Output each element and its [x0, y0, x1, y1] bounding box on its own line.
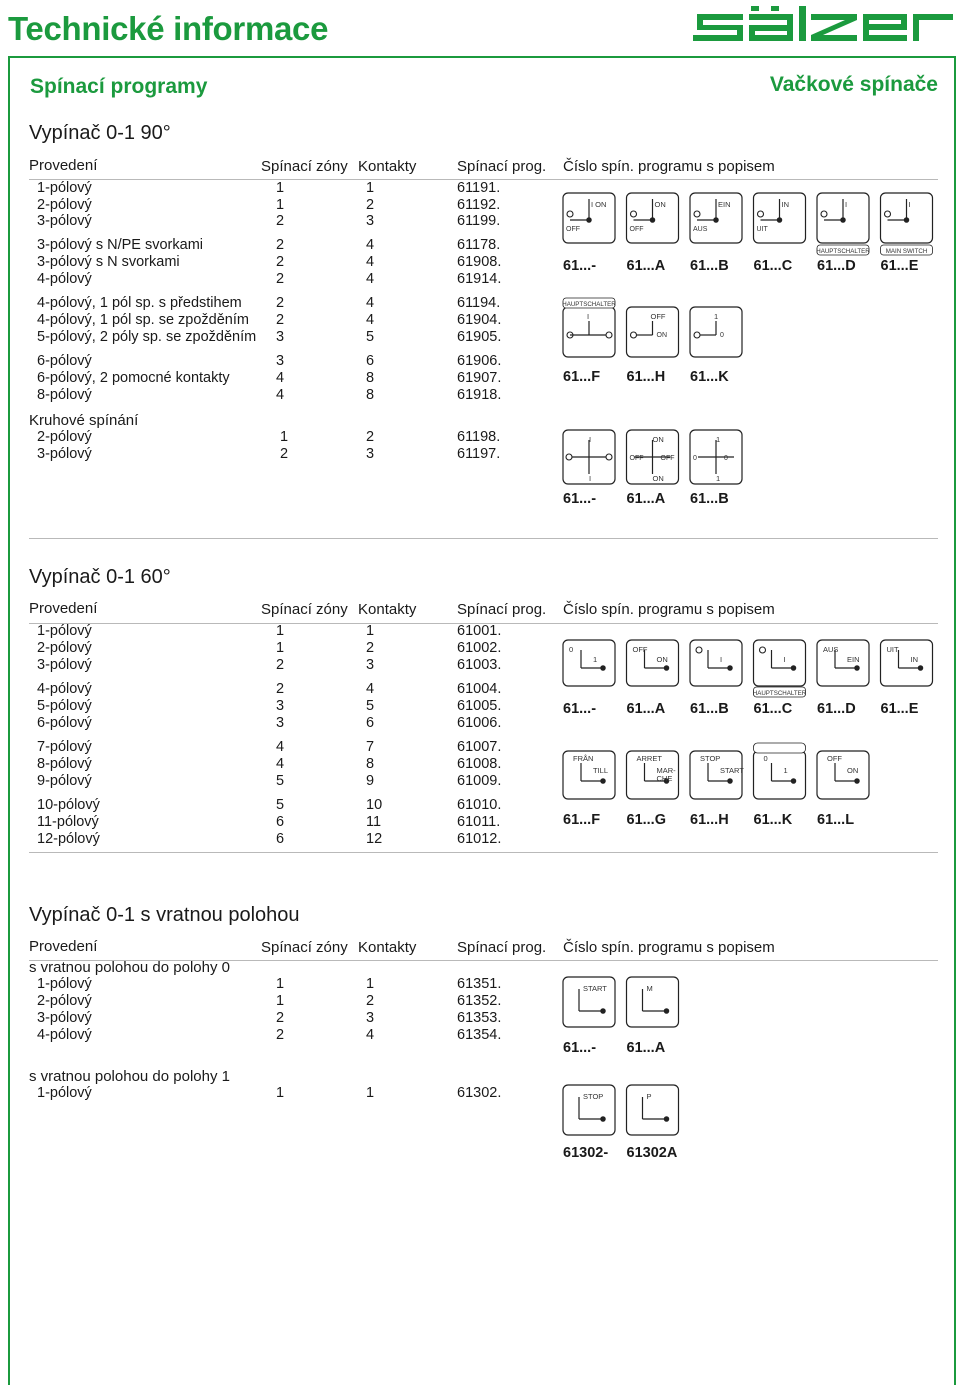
- pos-b: TILL: [593, 766, 609, 775]
- col-prog: Spínací prog.: [457, 939, 547, 956]
- row-zony: 4: [276, 756, 285, 772]
- pos-b: I: [720, 655, 723, 664]
- row-name: 2-pólový: [37, 429, 92, 445]
- pos-a: P: [646, 1092, 652, 1101]
- program-label: 61...B: [690, 491, 729, 507]
- row-prog: 61192.: [457, 197, 501, 213]
- row-kontakty: 6: [366, 715, 375, 731]
- contact-dot: [904, 218, 908, 222]
- row-zony: 1: [276, 180, 285, 196]
- row-zony: 3: [276, 698, 285, 714]
- contact-dot: [606, 332, 612, 338]
- program-label: 61...A: [626, 701, 666, 717]
- program-label: 61302-: [563, 1145, 609, 1161]
- col-cislo: Číslo spín. programu s popisem: [563, 158, 775, 175]
- pos-bottom: I: [589, 474, 592, 483]
- col-prog: Spínací prog.: [457, 158, 547, 175]
- row-kontakty: 2: [366, 993, 375, 1009]
- row-zony: 2: [276, 681, 285, 697]
- row-kontakty: 3: [366, 446, 375, 462]
- contact-dot: [696, 647, 702, 653]
- row-zony: 5: [276, 773, 285, 789]
- row-kontakty: 5: [366, 698, 375, 714]
- pos-top: IN: [781, 200, 789, 209]
- row-kontakty: 3: [366, 657, 375, 673]
- row-name: 6-pólový: [37, 353, 92, 369]
- program-label: 61...D: [817, 258, 856, 274]
- row-zony: 2: [276, 1027, 285, 1043]
- row-zony: 4: [276, 739, 285, 755]
- pos-top: ON: [654, 200, 666, 209]
- col-prog: Spínací prog.: [457, 601, 547, 618]
- group-heading-1: s vratnou polohou do polohy 1: [29, 1068, 230, 1085]
- pos-b: EIN: [847, 655, 860, 664]
- row-name: 2-pólový: [37, 197, 92, 213]
- contact-dot: [694, 211, 700, 217]
- row-name: 10-pólový: [37, 797, 100, 813]
- row-zony: 1: [276, 640, 285, 656]
- row-kontakty: 8: [366, 387, 375, 403]
- program-label: 61...E: [880, 701, 919, 717]
- pos-a: ARRET: [636, 754, 662, 763]
- row-kontakty: 6: [366, 353, 375, 369]
- pos-a: 0: [763, 754, 768, 763]
- col-cislo: Číslo spín. programu s popisem: [563, 601, 775, 618]
- row-kontakty: 7: [366, 739, 375, 755]
- row-prog: 61197.: [457, 446, 501, 462]
- group-heading-0: s vratnou polohou do polohy 0: [29, 959, 230, 976]
- row-zony: 2: [276, 657, 285, 673]
- col-cislo: Číslo spín. programu s popisem: [563, 939, 775, 956]
- program-label: 61...-: [563, 258, 597, 274]
- tag-text: HAUPTSCHALTER: [562, 301, 616, 308]
- row-zony: 3: [276, 329, 285, 345]
- program-label: 61...B: [690, 258, 729, 274]
- program-label: 61...B: [690, 701, 729, 717]
- program-label: 61...-: [563, 701, 597, 717]
- subheader-left: Spínací programy: [30, 75, 208, 98]
- row-kontakty: 1: [366, 623, 375, 639]
- kruhove-heading: Kruhové spínání: [29, 412, 139, 429]
- program-label: 61...K: [690, 369, 729, 385]
- pos-right: ON: [656, 332, 667, 339]
- row-name: 1-pólový: [37, 180, 92, 196]
- tag-text: HAUPTSCHALTER: [816, 248, 870, 255]
- contact-dot: [601, 666, 605, 670]
- pos-a: UIT: [886, 645, 899, 654]
- row-prog: 61907.: [457, 370, 502, 386]
- row-prog: 61194.: [457, 295, 501, 311]
- row-name: 12-pólový: [37, 831, 100, 847]
- pos-top: 1: [714, 312, 719, 321]
- pos-a: OFF: [632, 645, 648, 654]
- tag-box: [754, 743, 806, 753]
- row-name: 3-pólový s N/PE svorkami: [37, 237, 203, 253]
- pos-a: START: [583, 984, 607, 993]
- row-kontakty: 4: [366, 271, 375, 287]
- row-name: 7-pólový: [37, 739, 92, 755]
- program-label: 61...H: [690, 812, 729, 828]
- program-label: 61...A: [626, 491, 666, 507]
- row-name: 5-pólový: [37, 698, 92, 714]
- pos-bottom: 1: [716, 474, 721, 483]
- row-name: 4-pólový: [37, 681, 92, 697]
- contact-dot: [664, 1117, 668, 1121]
- pos-left: OFF: [629, 455, 644, 462]
- contact-dot: [758, 211, 764, 217]
- contact-dot: [601, 1117, 605, 1121]
- pos-left: AUS: [693, 226, 708, 233]
- pos-b: IN: [910, 655, 918, 664]
- row-prog: 61010.: [457, 797, 502, 813]
- row-name: 8-pólový: [37, 387, 92, 403]
- pos-top: I: [587, 312, 590, 321]
- row-prog: 61011.: [457, 814, 501, 830]
- row-prog: 61918.: [457, 387, 502, 403]
- contact-dot: [566, 454, 572, 460]
- row-name: 1-pólový: [37, 623, 92, 639]
- pos-a: STOP: [700, 754, 721, 763]
- program-label: 61...D: [817, 701, 856, 717]
- contact-dot: [885, 211, 891, 217]
- col-zony: Spínací zóny: [261, 158, 348, 175]
- row-kontakty: 8: [366, 756, 375, 772]
- pos-right: OFF: [660, 455, 675, 462]
- program-label: 61...A: [626, 1040, 666, 1056]
- row-name: 1-pólový: [37, 1085, 92, 1101]
- row-prog: 61178.: [457, 237, 501, 253]
- row-kontakty: 3: [366, 213, 375, 229]
- program-label: 61...L: [817, 812, 855, 828]
- program-label: 61...G: [626, 812, 666, 828]
- row-kontakty: 2: [366, 640, 375, 656]
- contact-dot: [791, 779, 795, 783]
- switch-box: [817, 751, 869, 799]
- row-name: 3-pólový s N svorkami: [37, 254, 180, 270]
- row-kontakty: 3: [366, 1010, 375, 1026]
- row-prog: 61003.: [457, 657, 502, 673]
- subheader-right: Vačkové spínače: [769, 73, 938, 96]
- pos-top: ON: [652, 435, 664, 444]
- row-kontakty: 4: [366, 237, 375, 253]
- contact-dot: [855, 666, 859, 670]
- row-zony: 2: [276, 237, 285, 253]
- pos-a: STOP: [583, 1092, 604, 1101]
- row-kontakty: 1: [366, 180, 375, 196]
- pos-b: 1: [783, 766, 788, 775]
- row-zony: 1: [280, 429, 289, 445]
- contact-dot: [587, 218, 591, 222]
- row-prog: 61353.: [457, 1010, 502, 1026]
- program-label: 61...F: [563, 812, 601, 828]
- program-label: 61...C: [753, 258, 793, 274]
- row-zony: 2: [276, 254, 285, 270]
- row-name: 8-pólový: [37, 756, 92, 772]
- row-name: 6-pólový, 2 pomocné kontakty: [37, 370, 230, 386]
- contact-dot: [841, 218, 845, 222]
- row-prog: 61354.: [457, 1027, 502, 1043]
- pos-left: OFF: [566, 226, 580, 233]
- pos-b: MAR-: [656, 766, 676, 775]
- program-label: 61...C: [753, 701, 793, 717]
- col-kontakty: Kontakty: [358, 158, 417, 175]
- row-prog: 61906.: [457, 353, 502, 369]
- pos-b: ON: [656, 655, 668, 664]
- pos-b: ON: [847, 766, 859, 775]
- row-zony: 2: [276, 213, 285, 229]
- pos-b: START: [720, 766, 744, 775]
- tag-text: MAIN SWITCH: [885, 248, 928, 255]
- contact-dot: [601, 1009, 605, 1013]
- pos-b: CHE: [656, 774, 673, 783]
- contact-dot: [664, 1009, 668, 1013]
- row-prog: 61904.: [457, 312, 502, 328]
- row-kontakty: 4: [366, 295, 375, 311]
- pos-left: UIT: [756, 226, 768, 233]
- pos-b: I: [783, 655, 786, 664]
- row-kontakty: 2: [366, 429, 375, 445]
- row-kontakty: 4: [366, 312, 375, 328]
- row-zony: 2: [276, 271, 285, 287]
- row-kontakty: 1: [366, 976, 375, 992]
- pos-a: FRÅN: [573, 754, 594, 763]
- row-kontakty: 12: [366, 831, 383, 847]
- row-kontakty: 4: [366, 681, 375, 697]
- row-name: 4-pólový, 1 pól sp. se zpožděním: [37, 312, 249, 328]
- row-prog: 61198.: [457, 429, 501, 445]
- row-prog: 61302.: [457, 1085, 502, 1101]
- contact-dot: [760, 647, 766, 653]
- row-zony: 2: [276, 312, 285, 328]
- row-name: 5-pólový, 2 póly sp. se zpožděním: [37, 329, 257, 345]
- row-kontakty: 1: [366, 1085, 375, 1101]
- contact-dot: [728, 779, 732, 783]
- pos-left: 0: [693, 455, 697, 462]
- contact-dot: [714, 218, 718, 222]
- contact-dot: [650, 218, 654, 222]
- row-name: 3-pólový: [37, 1010, 92, 1026]
- contact-dot: [664, 666, 668, 670]
- col-kontakty: Kontakty: [358, 601, 417, 618]
- row-zony: 4: [276, 370, 285, 386]
- contact-dot: [606, 454, 612, 460]
- row-prog: 61908.: [457, 254, 502, 270]
- row-kontakty: 5: [366, 329, 375, 345]
- col-provedeni: Provedení: [29, 157, 98, 174]
- section-title-90: Vypínač 0-1 90°: [29, 122, 171, 144]
- row-zony: 3: [276, 715, 285, 731]
- pos-top: I: [908, 200, 911, 209]
- row-zony: 2: [280, 446, 289, 462]
- row-zony: 2: [276, 295, 285, 311]
- row-kontakty: 11: [366, 814, 382, 830]
- row-prog: 61914.: [457, 271, 502, 287]
- row-prog: 61004.: [457, 681, 502, 697]
- col-zony: Spínací zóny: [261, 601, 348, 618]
- section-title-vratna: Vypínač 0-1 s vratnou polohou: [29, 904, 300, 926]
- pos-top: I: [845, 200, 848, 209]
- row-zony: 6: [276, 831, 285, 847]
- row-zony: 1: [276, 197, 285, 213]
- row-prog: 61006.: [457, 715, 502, 731]
- row-prog: 61351.: [457, 976, 502, 992]
- row-kontakty: 4: [366, 254, 375, 270]
- row-prog: 61191.: [457, 180, 501, 196]
- switch-box: [754, 751, 806, 799]
- row-prog: 61352.: [457, 993, 502, 1009]
- row-name: 3-pólový: [37, 213, 92, 229]
- program-label: 61...F: [563, 369, 601, 385]
- row-prog: 61009.: [457, 773, 502, 789]
- pos-left: OFF: [629, 226, 644, 233]
- row-name: 3-pólový: [37, 446, 92, 462]
- contact-dot: [631, 332, 637, 338]
- row-zony: 1: [276, 993, 285, 1009]
- program-label: 61...K: [753, 812, 793, 828]
- row-name: 2-pólový: [37, 993, 92, 1009]
- row-name: 2-pólový: [37, 640, 92, 656]
- contact-dot: [791, 666, 795, 670]
- row-name: 4-pólový: [37, 1027, 92, 1043]
- switch-box: [627, 1085, 679, 1135]
- row-name: 1-pólový: [37, 976, 92, 992]
- contact-dot: [601, 779, 605, 783]
- contact-dot: [631, 211, 637, 217]
- pos-a: 0: [569, 645, 574, 654]
- row-kontakty: 9: [366, 773, 375, 789]
- col-zony: Spínací zóny: [261, 939, 348, 956]
- row-prog: 61199.: [457, 213, 501, 229]
- row-prog: 61012.: [457, 831, 502, 847]
- program-label: 61302A: [626, 1145, 678, 1161]
- pos-bottom: ON: [652, 474, 664, 483]
- contact-dot: [694, 332, 700, 338]
- row-kontakty: 4: [366, 1027, 375, 1043]
- row-zony: 3: [276, 353, 285, 369]
- row-prog: 61007.: [457, 739, 502, 755]
- row-name: 4-pólový, 1 pól sp. s předstihem: [37, 295, 242, 311]
- contact-dot: [728, 666, 732, 670]
- pos-a: M: [646, 984, 653, 993]
- row-zony: 1: [276, 976, 285, 992]
- row-zony: 6: [276, 814, 285, 830]
- program-label: 61...A: [626, 258, 666, 274]
- pos-top: 1: [716, 435, 721, 444]
- row-zony: 1: [276, 623, 285, 639]
- contact-dot: [855, 779, 859, 783]
- pos-b: 1: [593, 655, 598, 664]
- col-kontakty: Kontakty: [358, 939, 417, 956]
- contact-dot: [777, 218, 781, 222]
- row-zony: 1: [276, 1085, 285, 1101]
- row-prog: 61005.: [457, 698, 502, 714]
- row-name: 4-pólový: [37, 271, 92, 287]
- pos-top: EIN: [718, 200, 731, 209]
- pos-a: OFF: [827, 754, 842, 763]
- pos-a: AUS: [823, 645, 839, 654]
- row-name: 3-pólový: [37, 657, 92, 673]
- row-prog: 61905.: [457, 329, 502, 345]
- pos-right: 0: [724, 455, 728, 462]
- contact-dot: [918, 666, 922, 670]
- program-label: 61...-: [563, 1040, 597, 1056]
- program-label: 61...-: [563, 491, 597, 507]
- row-kontakty: 2: [366, 197, 375, 213]
- program-label: 61...E: [880, 258, 919, 274]
- pos-top: I ON: [591, 200, 607, 209]
- row-zony: 4: [276, 387, 285, 403]
- row-prog: 61008.: [457, 756, 502, 772]
- tag-text: HAUPTSCHALTER: [752, 690, 807, 697]
- section-title-60: Vypínač 0-1 60°: [29, 566, 171, 588]
- pos-top: OFF: [650, 312, 666, 321]
- program-label: 61...H: [626, 369, 666, 385]
- row-zony: 2: [276, 1010, 285, 1026]
- row-prog: 61001.: [457, 623, 502, 639]
- row-kontakty: 8: [366, 370, 375, 386]
- row-kontakty: 10: [366, 797, 383, 813]
- row-name: 11-pólový: [37, 814, 99, 830]
- contact-dot: [567, 211, 573, 217]
- row-name: 6-pólový: [37, 715, 92, 731]
- pos-right: 0: [720, 332, 724, 339]
- contact-dot: [821, 211, 827, 217]
- page-title: Technické informace: [8, 10, 329, 47]
- col-provedeni: Provedení: [29, 938, 98, 955]
- row-name: 9-pólový: [37, 773, 92, 789]
- row-prog: 61002.: [457, 640, 502, 656]
- col-provedeni: Provedení: [29, 600, 98, 617]
- row-zony: 5: [276, 797, 285, 813]
- pos-top: I: [589, 435, 592, 444]
